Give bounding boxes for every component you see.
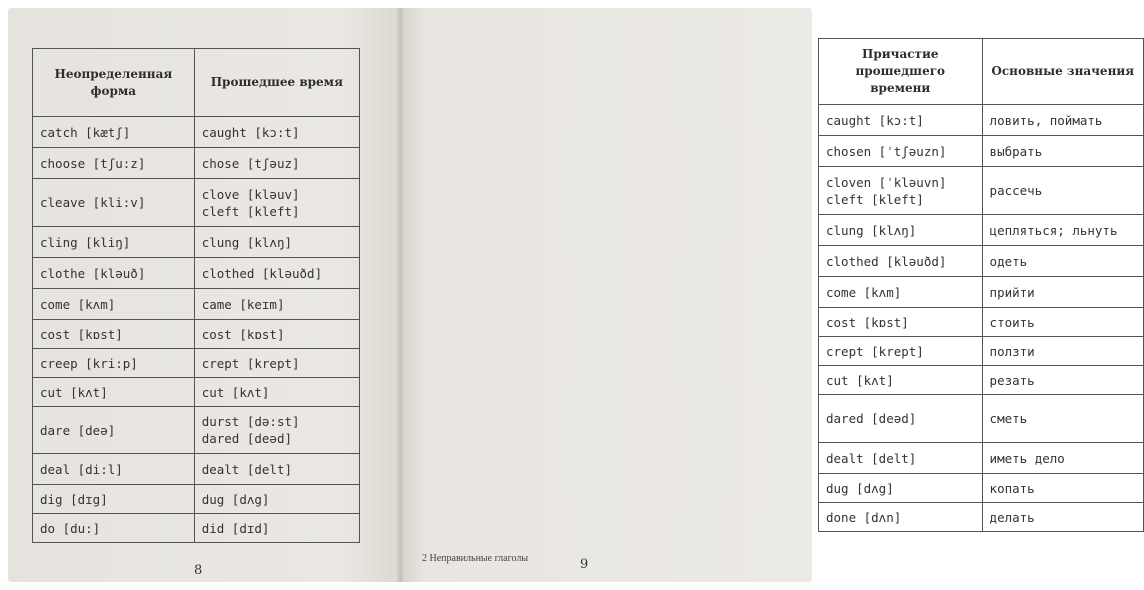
table-row [33,289,360,320]
header-past-participle: Причастие прошедшего времени [819,39,983,105]
left-page [8,8,400,582]
participle-cell: dealt [delt] [819,443,983,474]
past-tense-cell [194,407,359,454]
table-row [819,366,1144,395]
table-row [819,105,1144,136]
participle-cell: clothed [kləuðd] [819,246,983,277]
table-row [819,395,1144,443]
infinitive-cell: dare [deə] [33,407,195,454]
table-row [33,320,360,349]
verb-table-left [32,48,360,543]
participle-cell: clung [klʌŋ] [819,215,983,246]
table-row [819,136,1144,167]
past-tense-cell-line: clove [kləuv] [201,186,300,202]
meaning-cell: рассечь [982,167,1143,215]
infinitive-cell: come [kʌm] [33,289,195,320]
header-infinitive: Неопределенная форма [33,49,195,117]
participle-cell: come [kʌm] [819,277,983,308]
meaning-cell: ловить, поймать [982,105,1143,136]
book-spread [8,8,1135,582]
table-row [819,308,1144,337]
book-gutter [396,8,404,582]
past-tense-cell: dug [dʌg] [194,485,359,514]
past-tense-cell-line: durst [də:st] [201,414,300,429]
meaning-cell: выбрать [982,136,1143,167]
table-row [819,503,1144,532]
infinitive-cell: creep [kri:p] [33,349,195,378]
past-tense-cell: caught [kɔ:t] [194,117,359,148]
past-tense-cell: did [dɪd] [194,514,359,543]
table-row [33,148,360,179]
table-row [33,407,360,454]
meaning-cell: цепляться; льнуть [982,215,1143,246]
right-page [400,8,1135,582]
past-tense-cell [194,179,359,227]
table-row [819,474,1144,503]
past-tense-cell: clothed [kləuðd] [194,258,359,289]
participle-cell: done [dʌn] [819,503,983,532]
table-row [819,215,1144,246]
table-row [819,443,1144,474]
past-tense-cell: clung [klʌŋ] [194,227,359,258]
table-header-row [819,39,1144,105]
past-tense-cell: came [keɪm] [194,289,359,320]
past-tense-cell: chose [tʃəuz] [194,148,359,179]
meaning-cell: стоить [982,308,1143,337]
participle-cell: dug [dʌg] [819,474,983,503]
infinitive-cell: dig [dɪg] [33,485,195,514]
table-row [33,258,360,289]
infinitive-cell: cost [kɒst] [33,320,195,349]
infinitive-cell: do [du:] [33,514,195,543]
participle-cell: dared [deəd] [819,395,983,443]
past-tense-cell-line: dared [deəd] [201,431,293,446]
past-tense-cell: crept [krept] [194,349,359,378]
meaning-cell: копать [982,474,1143,503]
table-row [33,378,360,407]
header-past-tense: Прошедшее время [194,49,359,117]
table-row [33,514,360,543]
table-row [819,167,1144,215]
footer-caption: 2 Неправильные глаголы [422,553,529,564]
participle-cell [819,167,983,215]
table-row [33,485,360,514]
participle-cell-line: cleft [kleft] [826,191,924,207]
meaning-cell: сметь [982,395,1143,443]
table-row [33,179,360,227]
infinitive-cell: choose [tʃu:z] [33,148,195,179]
meaning-cell: делать [982,503,1143,532]
meaning-cell: прийти [982,277,1143,308]
infinitive-cell: cleave [kli:v] [33,179,195,227]
table-row [33,454,360,485]
meaning-cell: одеть [982,246,1143,277]
infinitive-cell: deal [di:l] [33,454,195,485]
meaning-cell: резать [982,366,1143,395]
participle-cell: crept [krept] [819,337,983,366]
page-number-right: 9 [580,557,589,572]
past-tense-cell: cost [kɒst] [194,320,359,349]
past-tense-cell: cut [kʌt] [194,378,359,407]
meaning-cell: иметь дело [982,443,1143,474]
infinitive-cell: cut [kʌt] [33,378,195,407]
table-row [33,227,360,258]
table-row [819,246,1144,277]
header-main-meanings: Основные значения [982,39,1143,105]
past-tense-cell: dealt [delt] [194,454,359,485]
table-header-row [33,49,360,117]
infinitive-cell: clothe [kləuð] [33,258,195,289]
infinitive-cell: cling [kliŋ] [33,227,195,258]
participle-cell: cost [kɒst] [819,308,983,337]
participle-cell: caught [kɔ:t] [819,105,983,136]
table-row [33,117,360,148]
table-row [819,337,1144,366]
meaning-cell: ползти [982,337,1143,366]
participle-cell: cut [kʌt] [819,366,983,395]
infinitive-cell: catch [kætʃ] [33,117,195,148]
participle-cell-line: cloven [ˈkləuvn] [826,174,947,190]
verb-table-right [818,38,1144,532]
table-row [33,349,360,378]
page-number-left: 8 [194,563,203,578]
past-tense-cell-line: cleft [kleft] [201,203,300,219]
participle-cell: chosen [ˈtʃəuzn] [819,136,983,167]
table-row [819,277,1144,308]
